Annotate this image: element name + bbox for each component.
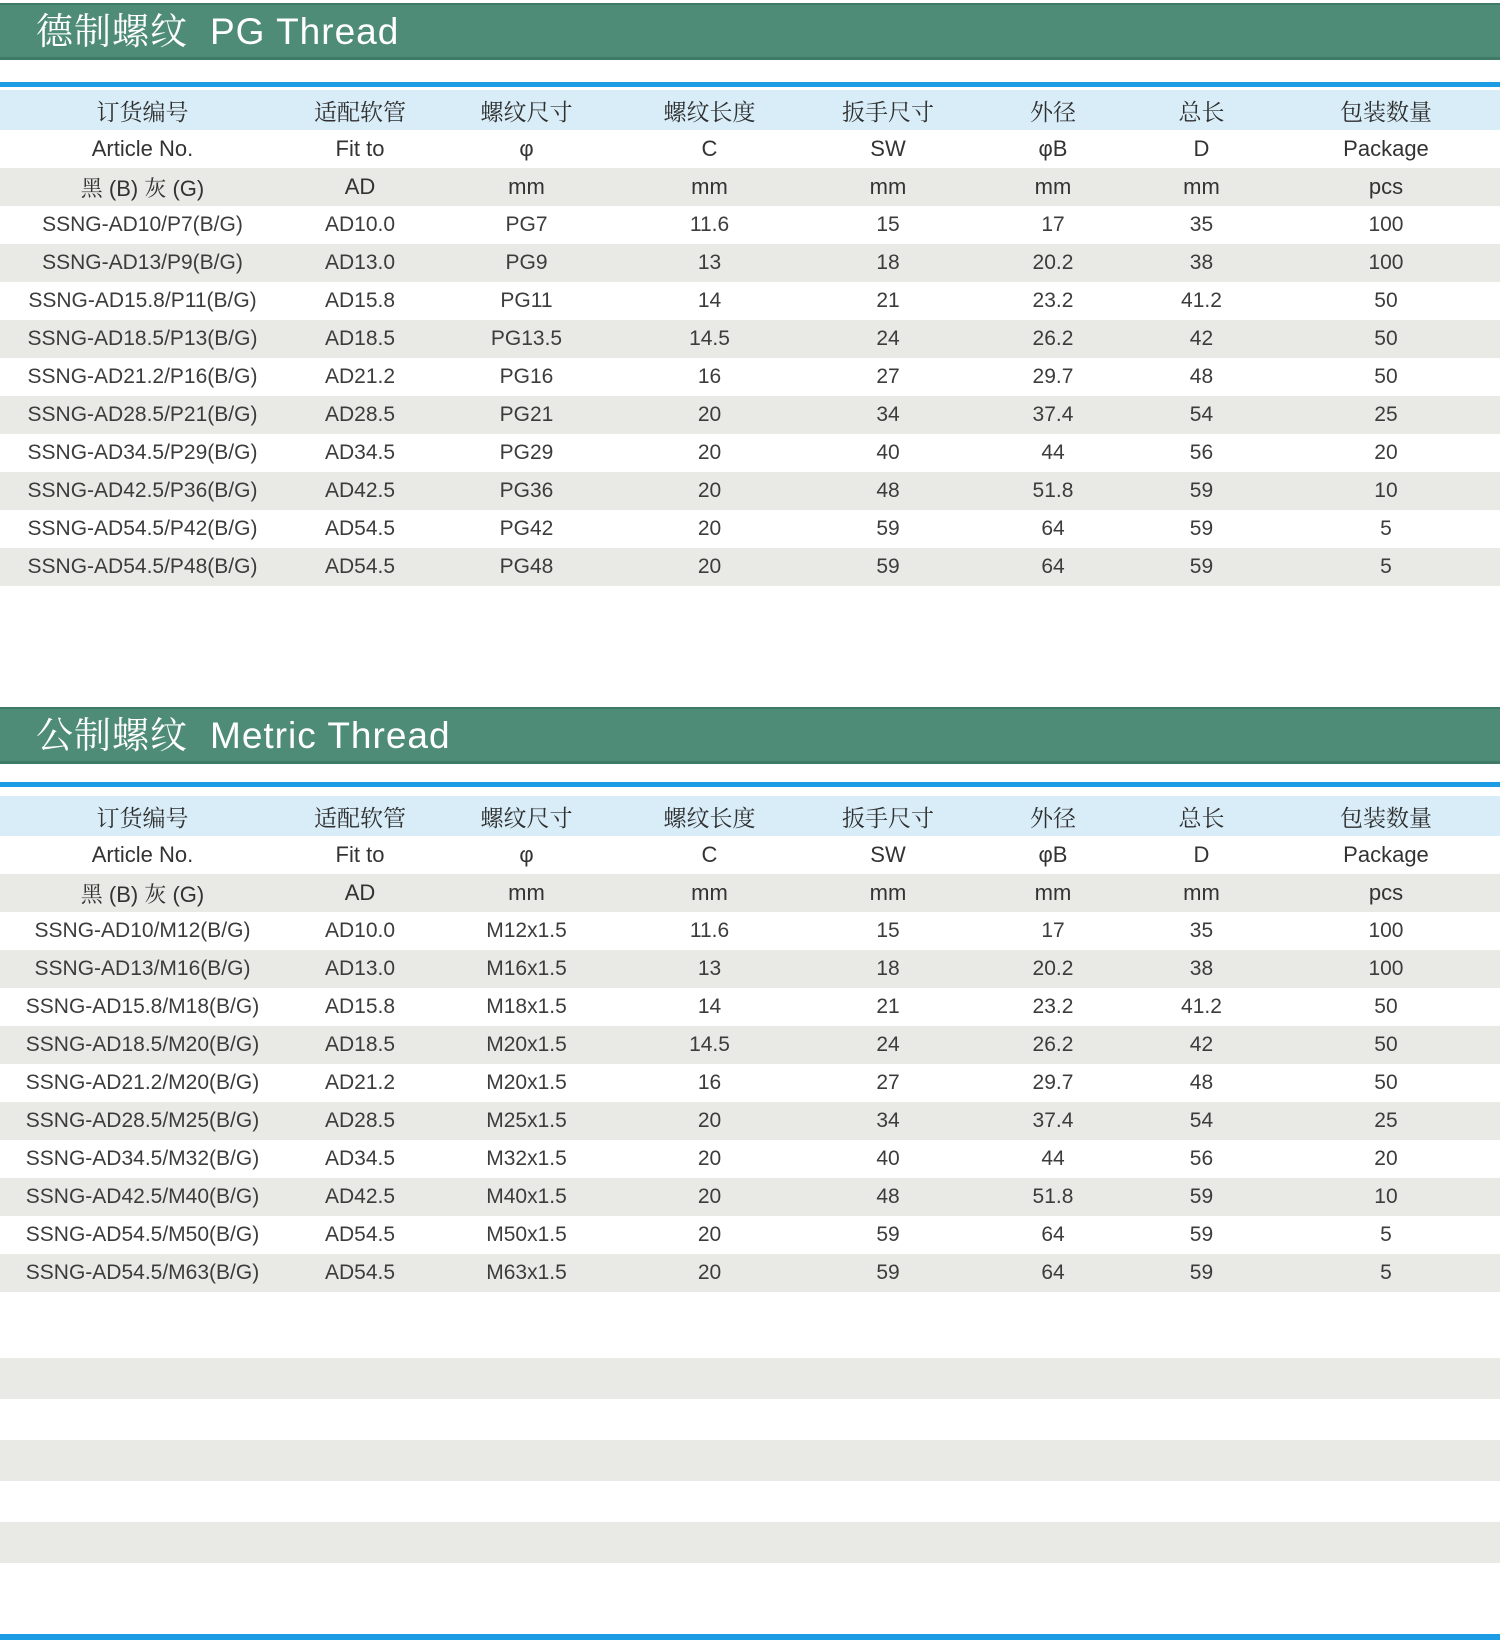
header-cell: SW <box>870 842 906 867</box>
section-banner-metric-thread <box>0 707 1500 764</box>
value-cell: 40 <box>876 1147 900 1170</box>
pg-thread-table <box>0 90 1500 586</box>
value-cell: 16 <box>697 365 722 388</box>
value-cell: 41.2 <box>1181 995 1222 1018</box>
value-cell: 59 <box>876 1261 900 1284</box>
table-row <box>0 912 1500 950</box>
value-cell: M63x1.5 <box>486 1261 567 1284</box>
value-cell: 50 <box>1374 995 1398 1018</box>
value-cell: 29.7 <box>1032 1071 1074 1094</box>
pg-thread-table-head <box>0 90 1500 206</box>
value-cell: 37.4 <box>1032 1109 1074 1132</box>
value-cell: 35 <box>1189 213 1214 236</box>
value-cell: AD54.5 <box>324 555 396 578</box>
header-cell: C <box>701 136 718 161</box>
table-row <box>0 472 1500 510</box>
value-cell: PG9 <box>505 251 548 274</box>
value-cell: 100 <box>1368 957 1404 980</box>
value-cell: 14.5 <box>689 327 730 350</box>
header-cell: 订货编号 <box>96 98 189 125</box>
article-no-cell: SSNG-AD34.5/P29(B/G) <box>27 441 258 464</box>
table-row <box>0 1254 1500 1292</box>
value-cell: 20 <box>697 441 722 464</box>
value-cell: AD10.0 <box>324 919 396 942</box>
article-no-cell: SSNG-AD28.5/P21(B/G) <box>27 403 258 426</box>
header-cell: 包装数量 <box>1339 98 1432 125</box>
value-cell: 50 <box>1374 1071 1398 1094</box>
value-cell: 5 <box>1380 517 1392 540</box>
table-row <box>0 320 1500 358</box>
value-cell: AD15.8 <box>324 995 396 1018</box>
section-title <box>36 10 400 52</box>
value-cell: 11.6 <box>689 919 730 942</box>
value-cell: 44 <box>1041 441 1065 464</box>
value-cell: 14 <box>697 995 722 1018</box>
value-cell: 48 <box>876 479 900 502</box>
value-cell: 37.4 <box>1032 403 1074 426</box>
value-cell: 42 <box>1189 327 1214 350</box>
header-cell: AD <box>344 174 376 199</box>
section-banner-pg-thread <box>0 3 1500 60</box>
value-cell: 64 <box>1041 1223 1065 1246</box>
header-cell: 总长 <box>1178 804 1225 831</box>
value-cell: 20 <box>697 555 722 578</box>
value-cell: 20 <box>697 517 722 540</box>
value-cell: M20x1.5 <box>486 1071 567 1094</box>
header-cell: 适配软管 <box>314 804 406 831</box>
empty-row <box>0 1358 1500 1399</box>
value-cell: 26.2 <box>1032 1033 1074 1056</box>
header-cell: mm <box>691 174 728 199</box>
value-cell: 18 <box>876 251 900 274</box>
value-cell: AD28.5 <box>324 403 396 426</box>
header-cell: 总长 <box>1178 98 1225 125</box>
article-no-cell: SSNG-AD13/M16(B/G) <box>34 957 251 980</box>
value-cell: 25 <box>1374 1109 1398 1132</box>
value-cell: 10 <box>1374 1185 1398 1208</box>
article-no-cell: SSNG-AD54.5/P42(B/G) <box>27 517 258 540</box>
table-row <box>0 434 1500 472</box>
value-cell: 10 <box>1374 479 1398 502</box>
header-cell: 扳手尺寸 <box>842 804 934 831</box>
value-cell: 42 <box>1189 1033 1214 1056</box>
value-cell: AD18.5 <box>324 1033 396 1056</box>
header-cell: 黑 (B) 灰 (G) <box>80 175 205 201</box>
header-cell: 螺纹尺寸 <box>480 98 573 125</box>
value-cell: AD54.5 <box>324 517 396 540</box>
article-no-cell: SSNG-AD42.5/M40(B/G) <box>25 1185 260 1208</box>
table-row <box>0 950 1500 988</box>
value-cell: AD28.5 <box>324 1109 396 1132</box>
value-cell: AD34.5 <box>324 441 396 464</box>
value-cell: PG29 <box>499 441 554 464</box>
header-cell: Package <box>1343 136 1429 161</box>
value-cell: 13 <box>697 251 722 274</box>
section-title-zh: 德制螺纹 <box>36 10 188 52</box>
metric-thread-table <box>0 796 1500 1292</box>
value-cell: AD42.5 <box>324 479 396 502</box>
value-cell: 17 <box>1041 213 1065 236</box>
value-cell: 5 <box>1380 1261 1392 1284</box>
header-cell: 外径 <box>1029 98 1076 125</box>
value-cell: 59 <box>876 517 900 540</box>
header-row <box>0 874 1500 912</box>
value-cell: 5 <box>1380 555 1392 578</box>
value-cell: AD54.5 <box>324 1261 396 1284</box>
header-cell: Fit to <box>335 842 385 867</box>
empty-row <box>0 1440 1500 1481</box>
value-cell: M20x1.5 <box>486 1033 567 1056</box>
value-cell: 100 <box>1368 919 1404 942</box>
header-cell: 螺纹尺寸 <box>480 804 573 831</box>
value-cell: PG48 <box>499 555 554 578</box>
value-cell: 21 <box>876 995 900 1018</box>
value-cell: 50 <box>1374 289 1398 312</box>
value-cell: 20.2 <box>1032 251 1074 274</box>
empty-row <box>0 1399 1500 1440</box>
value-cell: M50x1.5 <box>486 1223 567 1246</box>
article-no-cell: SSNG-AD34.5/M32(B/G) <box>25 1147 260 1170</box>
header-cell: mm <box>869 174 907 199</box>
value-cell: 40 <box>876 441 900 464</box>
value-cell: 5 <box>1380 1223 1392 1246</box>
article-no-cell: SSNG-AD42.5/P36(B/G) <box>27 479 258 502</box>
value-cell: 48 <box>876 1185 900 1208</box>
value-cell: 20 <box>1374 441 1398 464</box>
value-cell: 54 <box>1189 1109 1214 1132</box>
section-title <box>36 714 451 756</box>
page-bottom-rule <box>0 1634 1500 1640</box>
value-cell: 100 <box>1368 251 1404 274</box>
article-no-cell: SSNG-AD18.5/P13(B/G) <box>27 327 258 350</box>
table-row <box>0 1140 1500 1178</box>
value-cell: 20 <box>1374 1147 1398 1170</box>
value-cell: 20 <box>697 1147 722 1170</box>
header-cell: 包装数量 <box>1339 804 1432 831</box>
value-cell: 16 <box>697 1071 722 1094</box>
value-cell: 64 <box>1041 555 1065 578</box>
metric-thread-table-head <box>0 796 1500 912</box>
value-cell: AD13.0 <box>324 251 396 274</box>
value-cell: 17 <box>1041 919 1065 942</box>
table-row <box>0 1178 1500 1216</box>
section-title-en: PG Thread <box>210 10 400 52</box>
metric-thread-table-body <box>0 912 1500 1292</box>
table-row <box>0 396 1500 434</box>
value-cell: 54 <box>1189 403 1214 426</box>
article-no-cell: SSNG-AD28.5/M25(B/G) <box>25 1109 260 1132</box>
value-cell: 59 <box>1189 1261 1214 1284</box>
header-cell: mm <box>1034 880 1072 905</box>
header-cell: C <box>701 842 718 867</box>
empty-row <box>0 1522 1500 1563</box>
value-cell: 14 <box>697 289 722 312</box>
value-cell: 38 <box>1189 957 1214 980</box>
value-cell: 23.2 <box>1032 289 1074 312</box>
value-cell: 20 <box>697 1223 722 1246</box>
value-cell: 59 <box>1189 555 1214 578</box>
section-title-en: Metric Thread <box>210 714 451 756</box>
value-cell: 51.8 <box>1032 1185 1074 1208</box>
article-no-cell: SSNG-AD21.2/P16(B/G) <box>27 365 258 388</box>
value-cell: M40x1.5 <box>486 1185 567 1208</box>
header-row <box>0 168 1500 206</box>
value-cell: 59 <box>1189 517 1214 540</box>
header-cell: D <box>1193 842 1210 867</box>
article-no-cell: SSNG-AD54.5/M50(B/G) <box>25 1223 260 1246</box>
value-cell: AD13.0 <box>324 957 396 980</box>
table-row <box>0 1102 1500 1140</box>
value-cell: 20 <box>697 479 722 502</box>
value-cell: AD18.5 <box>324 327 396 350</box>
value-cell: 25 <box>1374 403 1398 426</box>
header-cell: 螺纹长度 <box>663 804 756 831</box>
header-cell: 适配软管 <box>314 98 406 125</box>
value-cell: AD21.2 <box>324 1071 396 1094</box>
value-cell: 100 <box>1368 213 1404 236</box>
table-row <box>0 1026 1500 1064</box>
value-cell: 15 <box>876 213 900 236</box>
value-cell: 29.7 <box>1032 365 1074 388</box>
value-cell: PG21 <box>499 403 554 426</box>
value-cell: PG11 <box>500 289 553 312</box>
value-cell: 41.2 <box>1181 289 1222 312</box>
header-cell: mm <box>508 880 545 905</box>
value-cell: PG42 <box>499 517 554 540</box>
value-cell: 18 <box>876 957 900 980</box>
article-no-cell: SSNG-AD18.5/M20(B/G) <box>25 1033 260 1056</box>
article-no-cell: SSNG-AD21.2/M20(B/G) <box>25 1071 260 1094</box>
header-cell: 黑 (B) 灰 (G) <box>80 881 205 907</box>
article-no-cell: SSNG-AD54.5/M63(B/G) <box>25 1261 260 1284</box>
value-cell: 50 <box>1374 1033 1398 1056</box>
header-cell: mm <box>1183 174 1220 199</box>
value-cell: AD10.0 <box>324 213 396 236</box>
value-cell: 50 <box>1374 365 1398 388</box>
article-no-cell: SSNG-AD13/P9(B/G) <box>42 251 243 274</box>
header-cell: Article No. <box>91 136 194 161</box>
header-cell: mm <box>1183 880 1220 905</box>
header-cell: mm <box>508 174 545 199</box>
value-cell: 14.5 <box>689 1033 730 1056</box>
value-cell: 64 <box>1041 1261 1065 1284</box>
header-cell: Article No. <box>91 842 194 867</box>
value-cell: 64 <box>1041 517 1065 540</box>
header-row <box>0 796 1500 836</box>
value-cell: 24 <box>876 1033 900 1056</box>
value-cell: 59 <box>1189 479 1214 502</box>
value-cell: M16x1.5 <box>486 957 567 980</box>
header-cell: 订货编号 <box>96 804 189 831</box>
section-title-zh: 公制螺纹 <box>36 714 188 756</box>
value-cell: 11.6 <box>689 213 730 236</box>
table-row <box>0 282 1500 320</box>
header-cell: Package <box>1343 842 1429 867</box>
value-cell: AD34.5 <box>324 1147 396 1170</box>
empty-row <box>0 1481 1500 1522</box>
header-row <box>0 90 1500 130</box>
table-row <box>0 548 1500 586</box>
value-cell: PG16 <box>499 365 554 388</box>
value-cell: 56 <box>1189 441 1214 464</box>
value-cell: 59 <box>876 555 900 578</box>
value-cell: M12x1.5 <box>486 919 567 942</box>
header-cell: φ <box>519 136 534 161</box>
article-no-cell: SSNG-AD15.8/M18(B/G) <box>25 995 260 1018</box>
value-cell: 20 <box>697 1185 722 1208</box>
value-cell: 27 <box>876 1071 900 1094</box>
value-cell: AD21.2 <box>324 365 396 388</box>
value-cell: AD54.5 <box>324 1223 396 1246</box>
article-no-cell: SSNG-AD10/M12(B/G) <box>34 919 251 942</box>
header-cell: φ <box>519 842 534 867</box>
article-no-cell: SSNG-AD15.8/P11(B/G) <box>28 289 257 312</box>
table-row <box>0 1064 1500 1102</box>
value-cell: 27 <box>876 365 900 388</box>
value-cell: 51.8 <box>1032 479 1074 502</box>
header-row <box>0 130 1500 168</box>
value-cell: 20 <box>697 403 722 426</box>
header-cell: φB <box>1038 136 1068 161</box>
table-row <box>0 510 1500 548</box>
value-cell: PG7 <box>505 213 548 236</box>
header-cell: mm <box>691 880 728 905</box>
table-row <box>0 244 1500 282</box>
value-cell: 59 <box>876 1223 900 1246</box>
value-cell: PG36 <box>499 479 554 502</box>
article-no-cell: SSNG-AD10/P7(B/G) <box>42 213 243 236</box>
header-cell: 外径 <box>1029 804 1076 831</box>
value-cell: 34 <box>876 403 900 426</box>
value-cell: 48 <box>1189 365 1214 388</box>
value-cell: 59 <box>1189 1185 1214 1208</box>
value-cell: 26.2 <box>1032 327 1074 350</box>
header-cell: pcs <box>1368 880 1404 905</box>
header-cell: Fit to <box>335 136 385 161</box>
value-cell: 50 <box>1374 327 1398 350</box>
value-cell: M25x1.5 <box>486 1109 567 1132</box>
table-row <box>0 988 1500 1026</box>
table-row <box>0 358 1500 396</box>
header-row <box>0 836 1500 874</box>
header-cell: pcs <box>1368 174 1404 199</box>
header-cell: 螺纹长度 <box>663 98 756 125</box>
value-cell: 15 <box>876 919 900 942</box>
pg-thread-table-body <box>0 206 1500 586</box>
value-cell: 35 <box>1189 919 1214 942</box>
value-cell: 20.2 <box>1032 957 1074 980</box>
value-cell: 48 <box>1189 1071 1214 1094</box>
value-cell: 34 <box>876 1109 900 1132</box>
value-cell: M32x1.5 <box>486 1147 567 1170</box>
value-cell: 20 <box>697 1261 722 1284</box>
value-cell: 44 <box>1041 1147 1065 1170</box>
value-cell: 59 <box>1189 1223 1214 1246</box>
header-cell: 扳手尺寸 <box>842 98 934 125</box>
value-cell: 23.2 <box>1032 995 1074 1018</box>
value-cell: M18x1.5 <box>486 995 567 1018</box>
value-cell: 13 <box>697 957 722 980</box>
value-cell: 24 <box>876 327 900 350</box>
empty-row <box>0 1317 1500 1358</box>
value-cell: AD15.8 <box>324 289 396 312</box>
value-cell: 56 <box>1189 1147 1214 1170</box>
header-cell: D <box>1193 136 1210 161</box>
value-cell: AD42.5 <box>324 1185 396 1208</box>
header-cell: AD <box>344 880 376 905</box>
header-cell: mm <box>1034 174 1072 199</box>
value-cell: 21 <box>876 289 900 312</box>
article-no-cell: SSNG-AD54.5/P48(B/G) <box>27 555 258 578</box>
table-row <box>0 1216 1500 1254</box>
value-cell: 38 <box>1189 251 1214 274</box>
header-cell: mm <box>869 880 907 905</box>
header-cell: φB <box>1038 842 1068 867</box>
value-cell: PG13.5 <box>490 327 563 350</box>
header-cell: SW <box>870 136 906 161</box>
value-cell: 20 <box>697 1109 722 1132</box>
table-row <box>0 206 1500 244</box>
